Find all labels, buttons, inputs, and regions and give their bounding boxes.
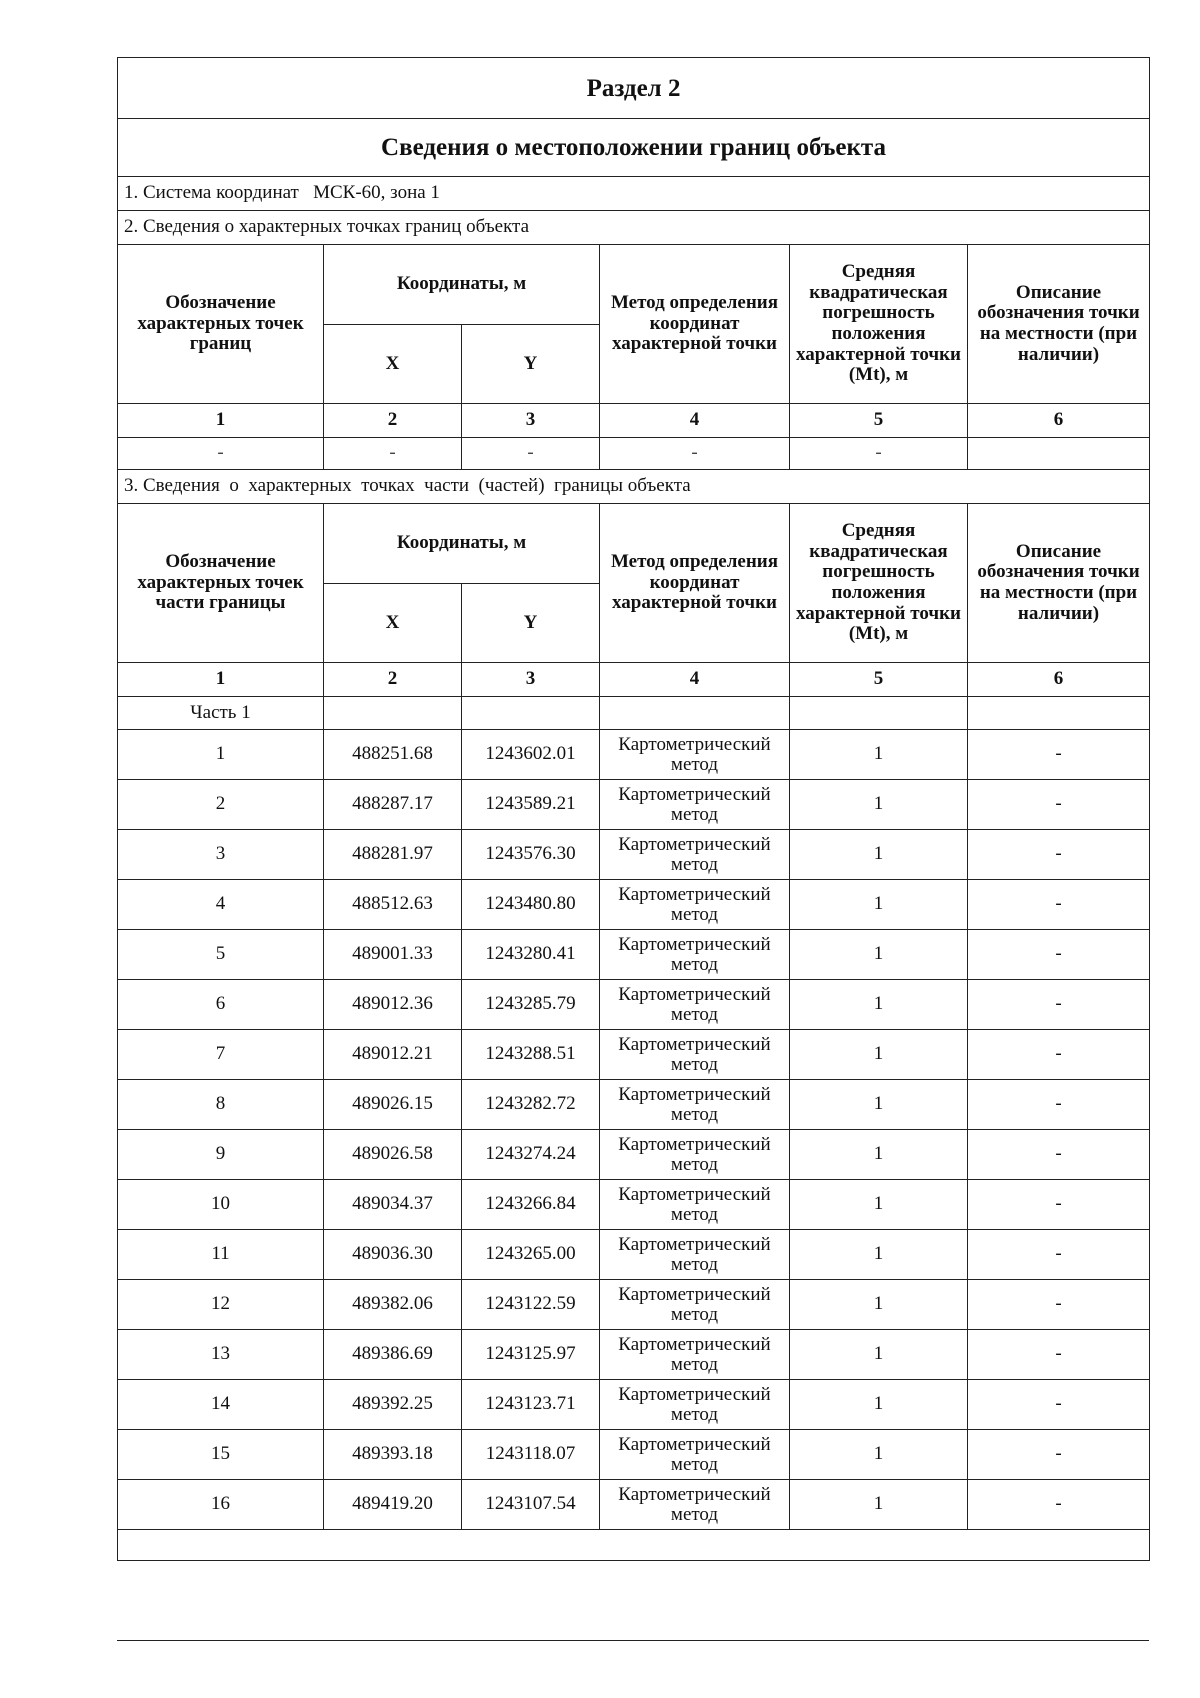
mean-error: 1 <box>790 1180 968 1230</box>
t1-header-point-designation: Обозначение характерных точек границ <box>118 245 324 404</box>
t2-colnum: 2 <box>324 663 462 697</box>
t2-colnum: 5 <box>790 663 968 697</box>
method: Картометрический метод <box>600 880 790 930</box>
empty-cell <box>968 697 1150 730</box>
t2-colnum: 6 <box>968 663 1150 697</box>
mean-error: 1 <box>790 980 968 1030</box>
method: Картометрический метод <box>600 730 790 780</box>
parts-heading: 3. Сведения о характерных точках части (частей) границы объекта <box>118 470 1150 504</box>
table-row <box>118 880 1150 930</box>
t1-dash-cell <box>968 438 1150 470</box>
t2-header-method: Метод определения координат характерной точки <box>600 504 790 663</box>
method: Картометрический метод <box>600 1180 790 1230</box>
coord-x: 488281.97 <box>324 830 462 880</box>
empty-cell <box>462 697 600 730</box>
table-row <box>118 1030 1150 1080</box>
coord-system-line <box>118 177 1150 211</box>
section-title: Раздел 2 <box>118 58 1150 119</box>
section-subtitle: Сведения о местоположении границ объекта <box>118 119 1150 177</box>
t1-colnum: 3 <box>462 404 600 438</box>
mean-error: 1 <box>790 1330 968 1380</box>
coord-x: 489026.15 <box>324 1080 462 1130</box>
coord-y: 1243280.41 <box>462 930 600 980</box>
t1-header-x: X <box>324 325 462 404</box>
point-number: 16 <box>118 1480 324 1530</box>
coord-x: 489382.06 <box>324 1280 462 1330</box>
method: Картометрический метод <box>600 1080 790 1130</box>
description: - <box>968 980 1150 1030</box>
description: - <box>968 880 1150 930</box>
empty-cell <box>600 697 790 730</box>
description: - <box>968 1080 1150 1130</box>
t2-header-x: X <box>324 584 462 663</box>
description: - <box>968 1330 1150 1380</box>
coord-y: 1243288.51 <box>462 1030 600 1080</box>
table-row <box>118 980 1150 1030</box>
method: Картометрический метод <box>600 1130 790 1180</box>
coord-y: 1243602.01 <box>462 730 600 780</box>
t1-header-description: Описание обозначения точки на местности (при наличии) <box>968 245 1150 404</box>
coord-x: 489392.25 <box>324 1380 462 1430</box>
t1-colnum: 1 <box>118 404 324 438</box>
point-number: 4 <box>118 880 324 930</box>
description: - <box>968 1430 1150 1480</box>
coord-y: 1243282.72 <box>462 1080 600 1130</box>
coord-x: 489001.33 <box>324 930 462 980</box>
method: Картометрический метод <box>600 930 790 980</box>
t1-header-method: Метод определения координат характерной точки <box>600 245 790 404</box>
point-number: 11 <box>118 1230 324 1280</box>
method: Картометрический метод <box>600 780 790 830</box>
description: - <box>968 1480 1150 1530</box>
description: - <box>968 1380 1150 1430</box>
coord-y: 1243125.97 <box>462 1330 600 1380</box>
table-row <box>118 1180 1150 1230</box>
coord-y: 1243266.84 <box>462 1180 600 1230</box>
t1-dash-cell: - <box>118 438 324 470</box>
method: Картометрический метод <box>600 1230 790 1280</box>
t1-dash-cell: - <box>790 438 968 470</box>
coord-y: 1243274.24 <box>462 1130 600 1180</box>
t2-header-coordinates: Координаты, м <box>324 504 600 584</box>
description: - <box>968 730 1150 780</box>
point-number: 9 <box>118 1130 324 1180</box>
points-rows <box>118 730 1150 1530</box>
t1-header-mean-error: Средняя квадратическая погрешность положения характерной точки (Mt), м <box>790 245 968 404</box>
points-heading: 2. Сведения о характерных точках границ объекта <box>118 211 1150 245</box>
t1-colnum: 6 <box>968 404 1150 438</box>
description: - <box>968 930 1150 980</box>
point-number: 6 <box>118 980 324 1030</box>
method: Картометрический метод <box>600 830 790 880</box>
table-row <box>118 1080 1150 1130</box>
method: Картометрический метод <box>600 1030 790 1080</box>
point-number: 7 <box>118 1030 324 1080</box>
coord-x: 488287.17 <box>324 780 462 830</box>
coord-x: 489026.58 <box>324 1130 462 1180</box>
point-number: 10 <box>118 1180 324 1230</box>
empty-cell <box>790 697 968 730</box>
t2-colnum: 1 <box>118 663 324 697</box>
table-row <box>118 1380 1150 1430</box>
method: Картометрический метод <box>600 1380 790 1430</box>
description: - <box>968 1130 1150 1180</box>
method: Картометрический метод <box>600 1480 790 1530</box>
point-number: 13 <box>118 1330 324 1380</box>
point-number: 8 <box>118 1080 324 1130</box>
coord-x: 489034.37 <box>324 1180 462 1230</box>
mean-error: 1 <box>790 1030 968 1080</box>
t1-header-coordinates: Координаты, м <box>324 245 600 325</box>
coord-x: 489036.30 <box>324 1230 462 1280</box>
t2-header-point-designation: Обозначение характерных точек части границы <box>118 504 324 663</box>
point-number: 15 <box>118 1430 324 1480</box>
description: - <box>968 1180 1150 1230</box>
method: Картометрический метод <box>600 980 790 1030</box>
mean-error: 1 <box>790 880 968 930</box>
coord-x: 489393.18 <box>324 1430 462 1480</box>
coord-x: 488512.63 <box>324 880 462 930</box>
t2-part-row <box>118 697 1150 730</box>
t2-column-numbers <box>118 663 1150 697</box>
mean-error: 1 <box>790 1480 968 1530</box>
mean-error: 1 <box>790 780 968 830</box>
coord-y: 1243285.79 <box>462 980 600 1030</box>
method: Картометрический метод <box>600 1330 790 1380</box>
t2-header-description: Описание обозначения точки на местности (при наличии) <box>968 504 1150 663</box>
description: - <box>968 1230 1150 1280</box>
t1-colnum: 5 <box>790 404 968 438</box>
point-number: 14 <box>118 1380 324 1430</box>
table-row <box>118 780 1150 830</box>
t1-dash-cell: - <box>324 438 462 470</box>
coord-x: 489012.36 <box>324 980 462 1030</box>
t1-colnum: 4 <box>600 404 790 438</box>
t2-header-mean-error: Средняя квадратическая погрешность положения характерной точки (Mt), м <box>790 504 968 663</box>
table-row <box>118 1230 1150 1280</box>
coord-x: 488251.68 <box>324 730 462 780</box>
point-number: 3 <box>118 830 324 880</box>
mean-error: 1 <box>790 1080 968 1130</box>
description: - <box>968 1280 1150 1330</box>
method: Картометрический метод <box>600 1280 790 1330</box>
point-number: 5 <box>118 930 324 980</box>
coord-y: 1243122.59 <box>462 1280 600 1330</box>
t1-column-numbers <box>118 404 1150 438</box>
coord-y: 1243576.30 <box>462 830 600 880</box>
table-row <box>118 830 1150 880</box>
table-row <box>118 730 1150 780</box>
coord-y: 1243107.54 <box>462 1480 600 1530</box>
coord-y: 1243265.00 <box>462 1230 600 1280</box>
coord-x: 489386.69 <box>324 1330 462 1380</box>
point-number: 12 <box>118 1280 324 1330</box>
mean-error: 1 <box>790 1230 968 1280</box>
coord-system-label: 1. Система координат <box>124 182 299 204</box>
t2-trailing-row <box>118 1530 1150 1561</box>
point-number: 2 <box>118 780 324 830</box>
description: - <box>968 830 1150 880</box>
description: - <box>968 1030 1150 1080</box>
table-row <box>118 930 1150 980</box>
mean-error: 1 <box>790 830 968 880</box>
mean-error: 1 <box>790 730 968 780</box>
point-number: 1 <box>118 730 324 780</box>
t2-colnum: 3 <box>462 663 600 697</box>
coord-y: 1243589.21 <box>462 780 600 830</box>
table-row <box>118 1430 1150 1480</box>
t1-dash-cell: - <box>462 438 600 470</box>
empty-cell <box>118 1530 1150 1561</box>
table-row <box>118 1280 1150 1330</box>
table-row <box>118 1330 1150 1380</box>
t2-colnum: 4 <box>600 663 790 697</box>
t1-dash-cell: - <box>600 438 790 470</box>
coord-x: 489419.20 <box>324 1480 462 1530</box>
table-row <box>118 1130 1150 1180</box>
coord-system-value: МСК-60, зона 1 <box>313 182 440 204</box>
t1-colnum: 2 <box>324 404 462 438</box>
mean-error: 1 <box>790 930 968 980</box>
t1-empty-row <box>118 438 1150 470</box>
coord-y: 1243480.80 <box>462 880 600 930</box>
mean-error: 1 <box>790 1130 968 1180</box>
description: - <box>968 780 1150 830</box>
empty-cell <box>324 697 462 730</box>
t2-header-y: Y <box>462 584 600 663</box>
coord-y: 1243123.71 <box>462 1380 600 1430</box>
mean-error: 1 <box>790 1280 968 1330</box>
footer-rule <box>117 1640 1149 1641</box>
mean-error: 1 <box>790 1430 968 1480</box>
method: Картометрический метод <box>600 1430 790 1480</box>
boundary-document-table <box>117 57 1150 1561</box>
mean-error: 1 <box>790 1380 968 1430</box>
part-label: Часть 1 <box>118 697 324 730</box>
table-row <box>118 1480 1150 1530</box>
t1-header-y: Y <box>462 325 600 404</box>
coord-x: 489012.21 <box>324 1030 462 1080</box>
coord-y: 1243118.07 <box>462 1430 600 1480</box>
